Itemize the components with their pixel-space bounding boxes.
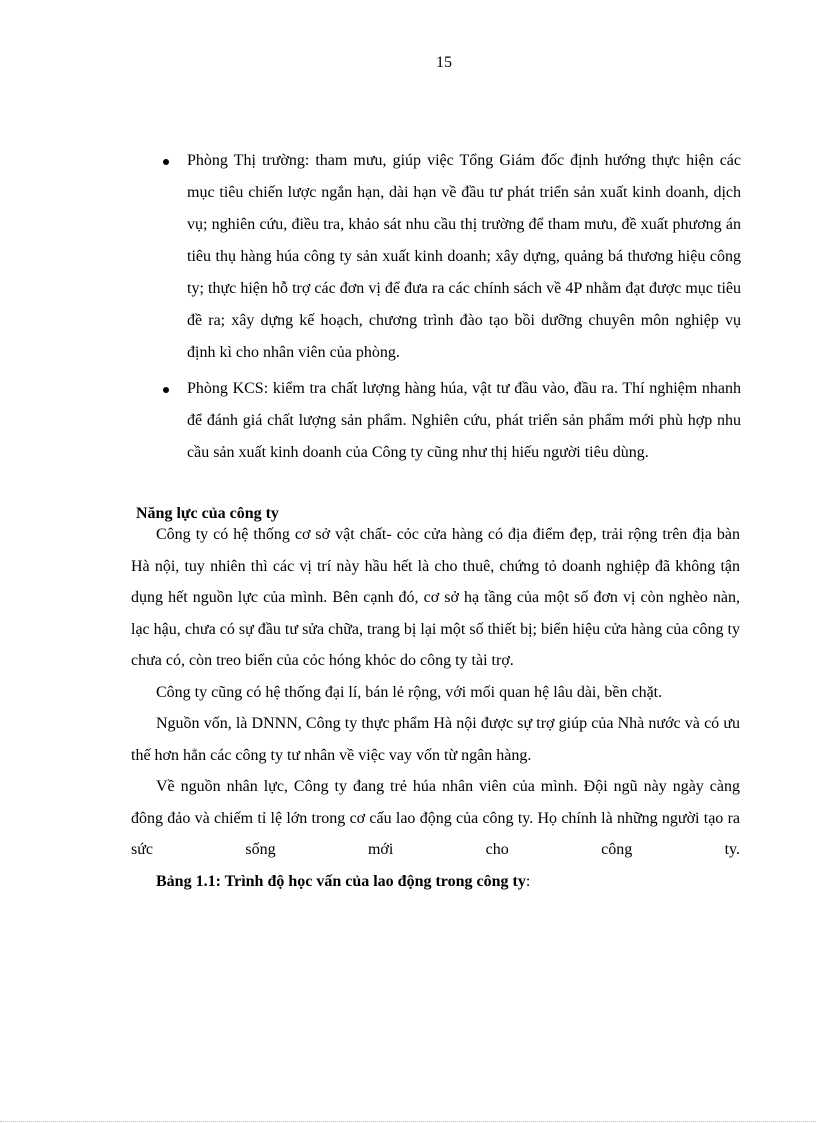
page-number: 15 (436, 54, 452, 71)
table-caption (131, 866, 740, 898)
bullet-dot-icon (163, 159, 169, 165)
paragraph-capital: Nguồn vốn, là DNNN, Công ty thực phẩm Hà nội được sự trợ giúp của Nhà nước và có ưu thế hơn hẳn các công ty tư nhân về việc vay vốn từ ngân hàng. (131, 715, 740, 764)
department-bullet-list (159, 145, 741, 473)
bullet-text: Phòng KCS: kiểm tra chất lượng hàng húa, vật tư đầu vào, đầu ra. Thí nghiệm nhanh để đánh giá chất lượng sản phẩm. Nghiên cứu, phát triển sản phẩm mới phù hợp nhu cầu sản xuất kinh doanh của Công ty cũng như thị hiếu người tiêu dùng. (187, 380, 741, 461)
paragraph-distribution: Công ty cũng có hệ thống đại lí, bán lẻ rộng, với mối quan hệ lâu dài, bền chặt. (156, 683, 663, 701)
bullet-dot-icon (163, 387, 169, 393)
bullet-item-kcs-department (159, 373, 741, 469)
table-caption-title: Bảng 1.1: Trình độ học vấn của lao động trong công ty (156, 872, 526, 890)
table-caption-suffix: : (525, 872, 531, 890)
bullet-text: Phòng Thị trường: tham mưu, giúp việc Tổng Giám đốc định hướng thực hiện các mục tiêu chiến lược ngắn hạn, dài hạn về đầu tư phát triển sản xuất kinh doanh, dịch vụ; nghiên cứu, điều tra, khảo sát nhu cầu thị trường để tham mưu, đề xuất phương án tiêu thụ hàng húa công ty sản xuất kinh doanh; xây dựng, quảng bá thương hiệu công ty; thực hiện hỗ trợ các đơn vị để đưa ra các chính sách về 4P nhằm đạt được mục tiêu đề ra; xây dựng kế hoạch, chương trình đào tạo bồi dưỡng chuyên môn nghiệp vụ định kì cho nhân viên của phòng. (187, 152, 741, 361)
bullet-item-market-department (159, 145, 741, 369)
paragraph-facilities: Công ty có hệ thống cơ sở vật chất- cỏc cửa hàng có địa điểm đẹp, trải rộng trên địa bàn Hà nội, tuy nhiên thì các vị trí này hầu hết là cho thuê, chứng tỏ doanh nghiệp đã không tận dụng hết nguồn lực của mình. Bên cạnh đó, cơ sở hạ tầng của một số đơn vị còn nghèo nàn, lạc hậu, chưa có sự đầu tư sửa chữa, trang bị lại một số thiết bị; biển hiệu cửa hàng của công ty chưa có, còn treo biển của cỏc hóng khỏc do công ty tài trợ. (131, 526, 740, 669)
section-body (131, 519, 740, 897)
section-heading: Năng lực của công ty (136, 505, 279, 522)
paragraph-human-resources: Về nguồn nhân lực, Công ty đang trẻ húa nhân viên của mình. Đội ngũ này ngày càng đông đảo và chiếm tỉ lệ lớn trong cơ cấu lao động của công ty. Họ chính là những người tạo ra sức sống mới cho công ty. (131, 778, 740, 858)
page-bottom-divider (0, 1121, 816, 1122)
